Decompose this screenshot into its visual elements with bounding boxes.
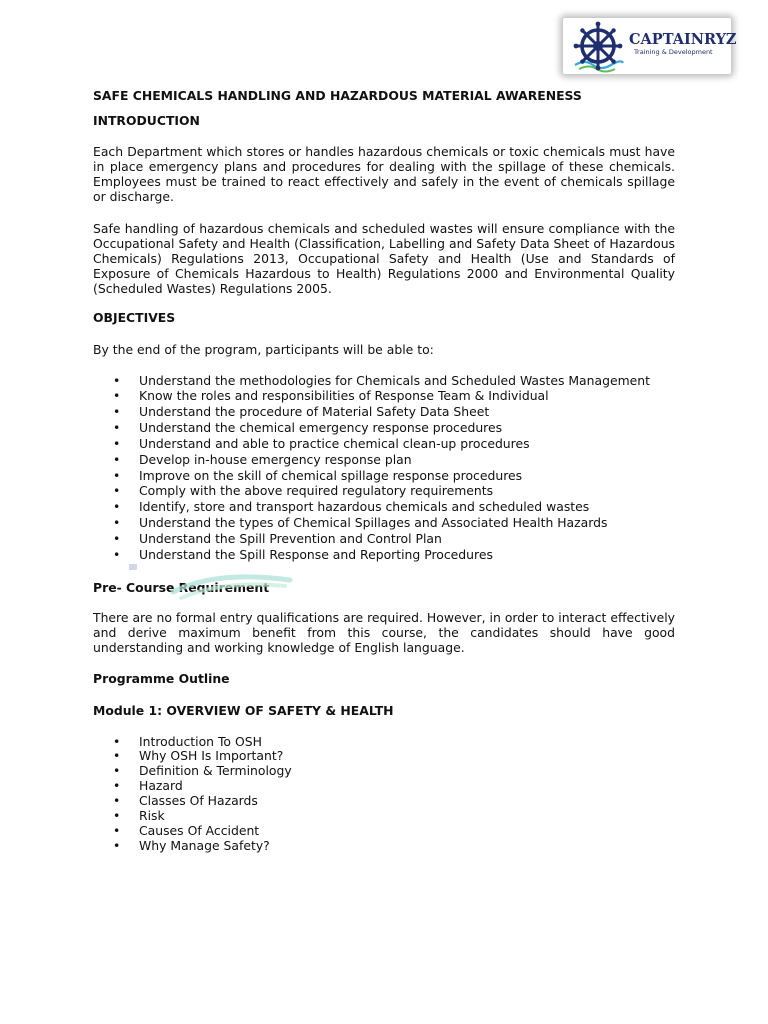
document-body xyxy=(93,88,675,853)
document-title: SAFE CHEMICALS HANDLING AND HAZARDOUS MATERIAL AWARENESS xyxy=(93,88,582,103)
list-item: • Develop in-house emergency response plan xyxy=(93,452,675,468)
list-item: • Classes Of Hazards xyxy=(93,794,675,809)
objectives-intro: By the end of the program, participants will be able to: xyxy=(93,341,434,357)
module-1-list xyxy=(93,735,675,854)
programme-outline-heading: Programme Outline xyxy=(93,671,230,687)
list-item: • Understand the methodologies for Chemicals and Scheduled Wastes Management xyxy=(93,373,675,389)
list-item: • Understand the procedure of Material Safety Data Sheet xyxy=(93,404,675,420)
logo-name: CAPTAINRYZ xyxy=(629,31,737,48)
list-item: • Introduction To OSH xyxy=(93,735,675,750)
objectives-list xyxy=(93,373,675,563)
list-item: • Understand the chemical emergency response procedures xyxy=(93,420,675,436)
list-item: • Definition & Terminology xyxy=(93,764,675,779)
module-1-heading: Module 1: OVERVIEW OF SAFETY & HEALTH xyxy=(93,703,394,719)
list-item: • Identify, store and transport hazardous chemicals and scheduled wastes xyxy=(93,499,675,515)
intro-paragraph-2: Safe handling of hazardous chemicals and scheduled wastes will ensure compliance with the Occupational Safety and Health (Classification, Labelling and Safety Data Sheet of Hazardous Chemicals) Regulations 2013, Occupational Safety and Health (Use and Standards of Exposure of Chemicals Hazardous to Health) Regulations 2000 and Environmental Quality (Scheduled Wastes) Regulations 2005. xyxy=(93,220,675,296)
list-item: • Improve on the skill of chemical spillage response procedures xyxy=(93,468,675,484)
company-logo xyxy=(563,18,737,74)
list-item: • Know the roles and responsibilities of Response Team & Individual xyxy=(93,388,675,404)
list-item: • Causes Of Accident xyxy=(93,824,675,839)
list-item: • Hazard xyxy=(93,779,675,794)
logo-tagline: Training & Development xyxy=(634,48,713,56)
list-item: • Understand the Spill Response and Reporting Procedures xyxy=(93,547,675,563)
objectives-heading: OBJECTIVES xyxy=(93,309,176,325)
list-item: • Why OSH Is Important? xyxy=(93,749,675,764)
pre-course-paragraph: There are no formal entry qualifications are required. However, in order to interact effectively and derive maximum benefit from this course, the candidates should have good understanding and working knowledge of English language. xyxy=(93,609,675,655)
list-item: • Why Manage Safety? xyxy=(93,839,675,854)
logo-watermark-waves xyxy=(125,562,300,600)
intro-paragraph-1: Each Department which stores or handles hazardous chemicals or toxic chemicals must have in place emergency plans and procedures for dealing with the spillage of these chemicals. Employees must be trained to react effectively and safely in the event of chemicals spillage or discharge. xyxy=(93,144,675,204)
list-item: • Comply with the above required regulatory requirements xyxy=(93,483,675,499)
list-item: • Risk xyxy=(93,809,675,824)
list-item: • Understand and able to practice chemical clean-up procedures xyxy=(93,436,675,452)
list-item: • Understand the types of Chemical Spillages and Associated Health Hazards xyxy=(93,515,675,531)
introduction-heading: INTRODUCTION xyxy=(93,112,200,128)
ship-wheel-icon xyxy=(571,21,625,75)
pre-course-heading: Pre- Course Requirement xyxy=(93,579,270,595)
list-item: • Understand the Spill Prevention and Control Plan xyxy=(93,531,675,547)
